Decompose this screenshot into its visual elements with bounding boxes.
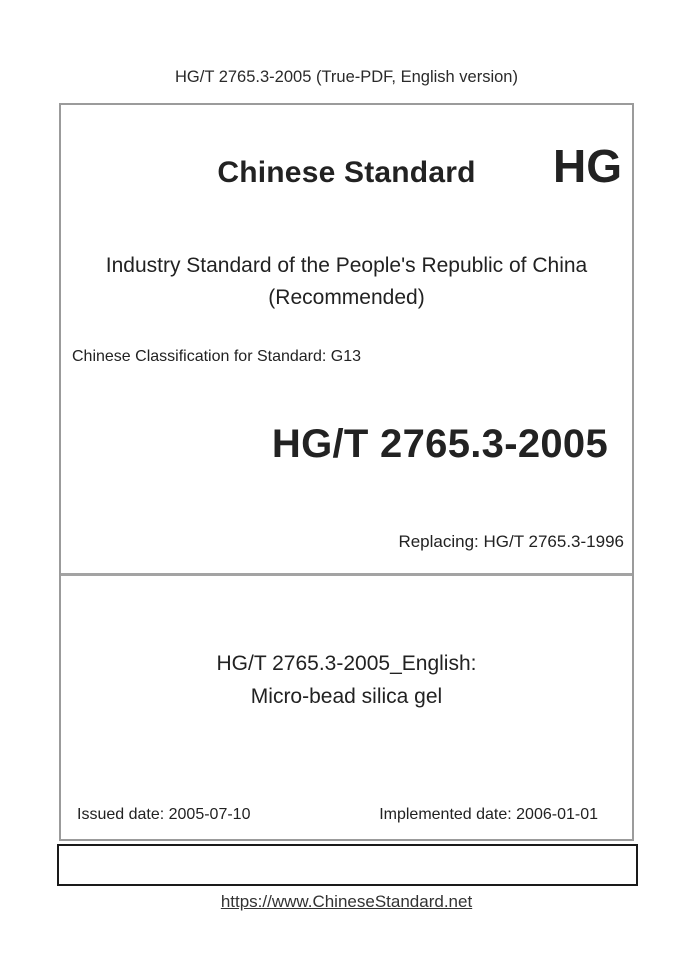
replacing-line: Replacing: HG/T 2765.3-1996	[398, 532, 624, 551]
subject-title-line2: Micro-bead silica gel	[250, 685, 443, 708]
standard-type-line: Industry Standard of the People's Republic of China	[105, 254, 588, 277]
standard-cover-box	[59, 103, 634, 841]
subject-title-line1: HG/T 2765.3-2005_English:	[216, 652, 477, 675]
classification-line: Chinese Classification for Standard: G13	[72, 348, 362, 365]
brand-logo-hg: HG	[553, 140, 622, 192]
section-divider	[61, 573, 632, 576]
brand-title: Chinese Standard	[217, 156, 476, 189]
standard-recommended-line: (Recommended)	[268, 286, 425, 309]
empty-strip-box	[57, 844, 638, 886]
page-header-title: HG/T 2765.3-2005 (True-PDF, English version)	[175, 68, 518, 86]
dates-row	[61, 805, 632, 825]
implemented-date: Implemented date: 2006-01-01	[379, 806, 598, 823]
page-footer	[0, 892, 693, 912]
issued-date: Issued date: 2005-07-10	[77, 806, 251, 823]
standard-code-title: HG/T 2765.3-2005	[271, 422, 608, 466]
footer-link[interactable]: https://www.ChineseStandard.net	[220, 892, 473, 911]
